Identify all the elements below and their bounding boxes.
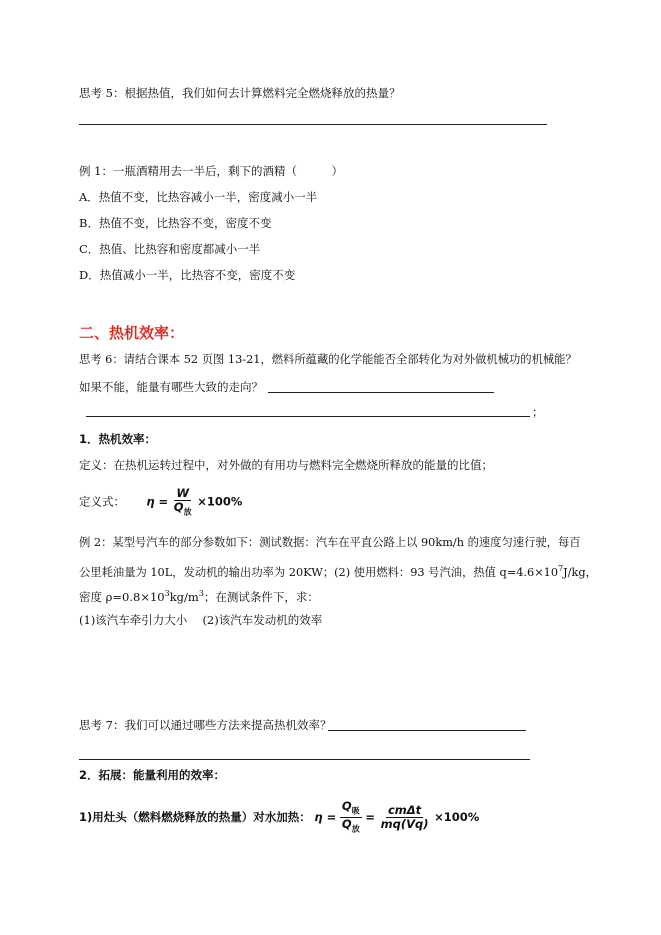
- answer-line-think7a: [328, 730, 526, 731]
- stove-efficiency-formula: [79, 800, 479, 836]
- fraction-denominator: $Q_放$: [173, 500, 192, 517]
- answer-line-think6b: [86, 416, 530, 417]
- example2-line4: (1)该汽车牵引力大小 (2)该汽车发动机的效率: [79, 613, 323, 627]
- percent-factor: ×100%: [197, 494, 243, 509]
- item2-heading: 2．拓展：能量利用的效率：: [79, 768, 226, 782]
- example2-line3: 密度 $\rho=0.8\times 10^3kg/m^3$；在测试条件下，求：: [79, 589, 319, 604]
- answer-line-think6a: [268, 392, 494, 393]
- example1-option-b: B．热值不变，比热容不变，密度不变: [79, 216, 272, 230]
- think6-line2: 如果不能，能量有哪些大致的走向？: [79, 380, 263, 394]
- think5-text: 思考 5：根据热值，我们如何去计算燃料完全燃烧释放的热量？: [79, 86, 401, 100]
- formula-label: 定义式：: [79, 494, 125, 509]
- example1-option-a: A．热值不变，比热容减小一半，密度减小一半: [79, 190, 318, 204]
- section2-heading: 二、热机效率：: [79, 324, 185, 342]
- expanded-numerator: cmΔt: [387, 803, 422, 818]
- eta-symbol-2: η =: [314, 809, 337, 824]
- answer-line-think7b: [79, 759, 530, 760]
- example1-option-c: C．热值、比热容和密度都减小一半: [79, 242, 261, 256]
- example2-line2: 公里耗油量为 10L，发动机的输出功率为 20KW；(2) 使用燃料：93 号汽油，热值 $q=4.6\times 10^7J/kg$，: [79, 564, 597, 579]
- think6-semicolon: ；: [532, 405, 544, 419]
- example2-line1: 例 2：某型号汽车的部分参数如下：测试数据：汽车在平直公路上以 90km/h 的速度匀速行驶，每百: [79, 536, 581, 549]
- heat-ratio-fraction: [340, 800, 362, 836]
- definition-text: 定义：在热机运转过程中，对外做的有用功与燃料完全燃烧所释放的能量的比值；: [79, 458, 493, 472]
- expanded-denominator: mq(Vq): [380, 817, 429, 832]
- equals-sign: =: [365, 809, 375, 824]
- answer-line-think5: [79, 124, 547, 125]
- think7-text: 思考 7：我们可以通过哪些方法来提高热机效率？: [79, 718, 332, 732]
- expanded-fraction: [379, 804, 431, 831]
- percent-factor-2: ×100%: [434, 809, 480, 824]
- example1-question: 例 1：一瓶酒精用去一半后，剩下的酒精（ ）: [79, 164, 343, 178]
- eta-symbol: η =: [146, 494, 169, 509]
- efficiency-fraction: [172, 487, 194, 518]
- think6-line1: 思考 6：请结合课本 52 页图 13-21，燃料所蕴藏的化学能能否全部转化为对外做机械功的机械能？: [79, 353, 577, 366]
- formula2-label: 1)用灶头（燃料燃烧释放的热量）对水加热：: [79, 809, 311, 824]
- heat-absorbed: $Q_吸$: [340, 800, 362, 818]
- example1-option-d: D．热值减小一半，比热容不变，密度不变: [79, 268, 296, 282]
- fraction-numerator: W: [176, 486, 190, 500]
- item1-heading: 1．热机效率：: [79, 432, 157, 446]
- definition-formula: [79, 487, 242, 518]
- heat-released: $Q_放$: [341, 817, 360, 834]
